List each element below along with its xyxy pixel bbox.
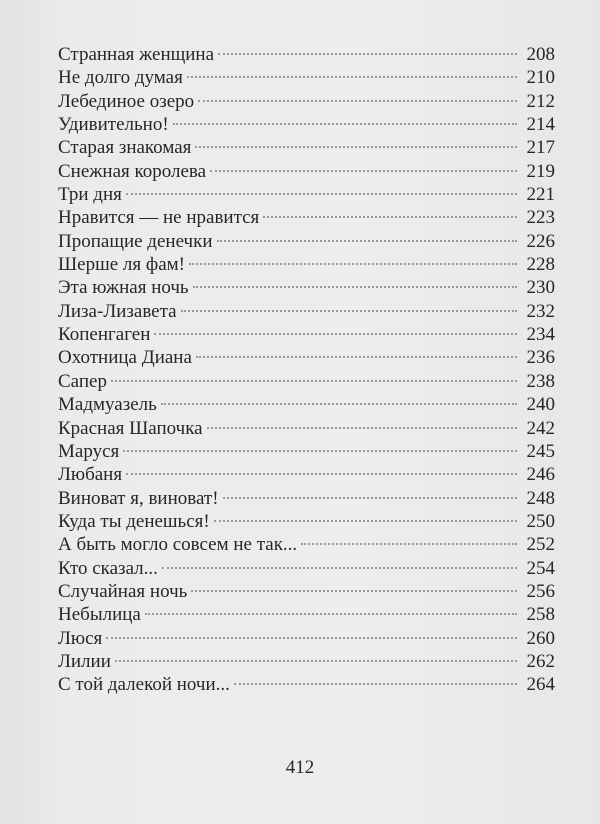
dot-leader (234, 683, 517, 685)
dot-leader (187, 76, 517, 78)
toc-entry-page: 236 (526, 347, 555, 369)
toc-entry-title: Снежная королева (58, 160, 207, 182)
dot-leader (115, 660, 517, 662)
toc-entry-page: 258 (526, 604, 555, 626)
toc-entry (58, 393, 555, 416)
toc-entry-page: 252 (526, 534, 555, 556)
toc-entry-page: 250 (526, 510, 555, 532)
dot-leader (210, 170, 517, 172)
toc-entry-title: Куда ты денешься! (58, 510, 210, 532)
toc-entry-title: Лиза-Лизавета (58, 300, 177, 322)
dot-leader (106, 637, 517, 639)
dot-leader (196, 356, 517, 358)
toc-entry (58, 253, 555, 276)
toc-entry-title: Лилии (58, 650, 111, 672)
toc-entry (58, 230, 555, 253)
toc-entry (58, 43, 555, 66)
toc-entry-title: Эта южная ночь (58, 277, 189, 299)
toc-entry (58, 417, 555, 440)
dot-leader (126, 473, 517, 475)
dot-leader (111, 380, 517, 382)
toc-entry-page: 246 (526, 464, 555, 486)
dot-leader (207, 427, 517, 429)
toc-entry (58, 580, 555, 603)
toc-entry (58, 510, 555, 533)
toc-entry-title: Любаня (58, 464, 123, 486)
toc-entry-title: Удивительно! (58, 114, 169, 136)
toc-entry-page: 214 (526, 114, 555, 136)
toc-entry-page: 234 (526, 324, 555, 346)
toc-entry (58, 183, 555, 206)
toc-entry-title: А быть могло совсем не так... (58, 534, 298, 556)
toc-entry-title: Виноват я, виноват! (58, 487, 219, 509)
toc-entry (58, 603, 555, 626)
dot-leader (195, 146, 517, 148)
toc-entry-title: Кто сказал... (58, 557, 158, 579)
dot-leader (123, 450, 517, 452)
toc-entry (58, 90, 555, 113)
toc-entry-page: 210 (526, 67, 555, 89)
toc-entry-page: 217 (526, 137, 555, 159)
toc-entry-page: 238 (526, 370, 555, 392)
dot-leader (189, 263, 517, 265)
toc-entry-page: 226 (526, 230, 555, 252)
dot-leader (263, 216, 517, 218)
dot-leader (173, 123, 517, 125)
dot-leader (301, 543, 517, 545)
page-number: 412 (285, 757, 315, 778)
toc-entry (58, 160, 555, 183)
toc-entry-title: Нравится — не нравится (58, 207, 260, 229)
toc-entry-page: 228 (526, 254, 555, 276)
toc-entry-title: Красная Шапочка (58, 417, 203, 439)
toc-entry-page: 254 (526, 557, 555, 579)
dot-leader (214, 520, 517, 522)
toc-entry-title: Сапер (58, 370, 107, 392)
dot-leader (191, 590, 517, 592)
dot-leader (193, 286, 517, 288)
dot-leader (145, 613, 517, 615)
toc-entry-page: 260 (526, 627, 555, 649)
toc-entry (58, 557, 555, 580)
toc-entry (58, 650, 555, 673)
table-of-contents (58, 43, 555, 697)
toc-entry (58, 66, 555, 89)
toc-entry-page: 240 (526, 394, 555, 416)
toc-entry-page: 230 (526, 277, 555, 299)
toc-entry-title: Маруся (58, 440, 120, 462)
toc-entry-title: Люся (58, 627, 103, 649)
toc-entry-title: Не долго думая (58, 67, 183, 89)
dot-leader (161, 403, 517, 405)
toc-entry-title: Старая знакомая (58, 137, 192, 159)
toc-entry-title: Лебединое озеро (58, 90, 195, 112)
dot-leader (162, 567, 517, 569)
toc-entry-title: Три дня (58, 184, 122, 206)
toc-entry (58, 627, 555, 650)
toc-entry-page: 245 (526, 440, 555, 462)
toc-entry (58, 136, 555, 159)
toc-entry-page: 262 (526, 650, 555, 672)
dot-leader (181, 310, 517, 312)
toc-entry-page: 223 (526, 207, 555, 229)
toc-entry (58, 487, 555, 510)
toc-entry (58, 276, 555, 299)
toc-entry-page: 219 (526, 160, 555, 182)
toc-entry-page: 248 (526, 487, 555, 509)
toc-entry (58, 300, 555, 323)
toc-entry (58, 113, 555, 136)
dot-leader (126, 193, 517, 195)
toc-entry-page: 256 (526, 580, 555, 602)
toc-entry-title: Охотница Диана (58, 347, 192, 369)
dot-leader (198, 100, 517, 102)
toc-entry-title: Пропащие денечки (58, 230, 213, 252)
toc-entry (58, 346, 555, 369)
toc-entry-title: С той далекой ночи... (58, 674, 230, 696)
toc-entry-page: 264 (526, 674, 555, 696)
toc-entry-page: 212 (526, 90, 555, 112)
dot-leader (218, 53, 517, 55)
dot-leader (223, 497, 517, 499)
toc-entry-page: 208 (526, 44, 555, 65)
toc-entry-title: Мадмуазель (58, 394, 157, 416)
toc-entry-page: 221 (526, 184, 555, 206)
toc-entry-title: Копенгаген (58, 324, 151, 346)
toc-entry (58, 440, 555, 463)
toc-entry-page: 242 (526, 417, 555, 439)
toc-entry (58, 323, 555, 346)
toc-entry-page: 232 (526, 300, 555, 322)
toc-entry-title: Случайная ночь (58, 580, 188, 602)
dot-leader (154, 333, 517, 335)
toc-entry (58, 206, 555, 229)
dot-leader (217, 240, 518, 242)
toc-entry-title: Небылица (58, 604, 141, 626)
toc-entry (58, 370, 555, 393)
toc-entry (58, 673, 555, 696)
toc-entry-title: Шерше ля фам! (58, 254, 185, 276)
toc-entry-title: Странная женщина (58, 44, 215, 65)
toc-entry (58, 463, 555, 486)
toc-entry (58, 533, 555, 556)
